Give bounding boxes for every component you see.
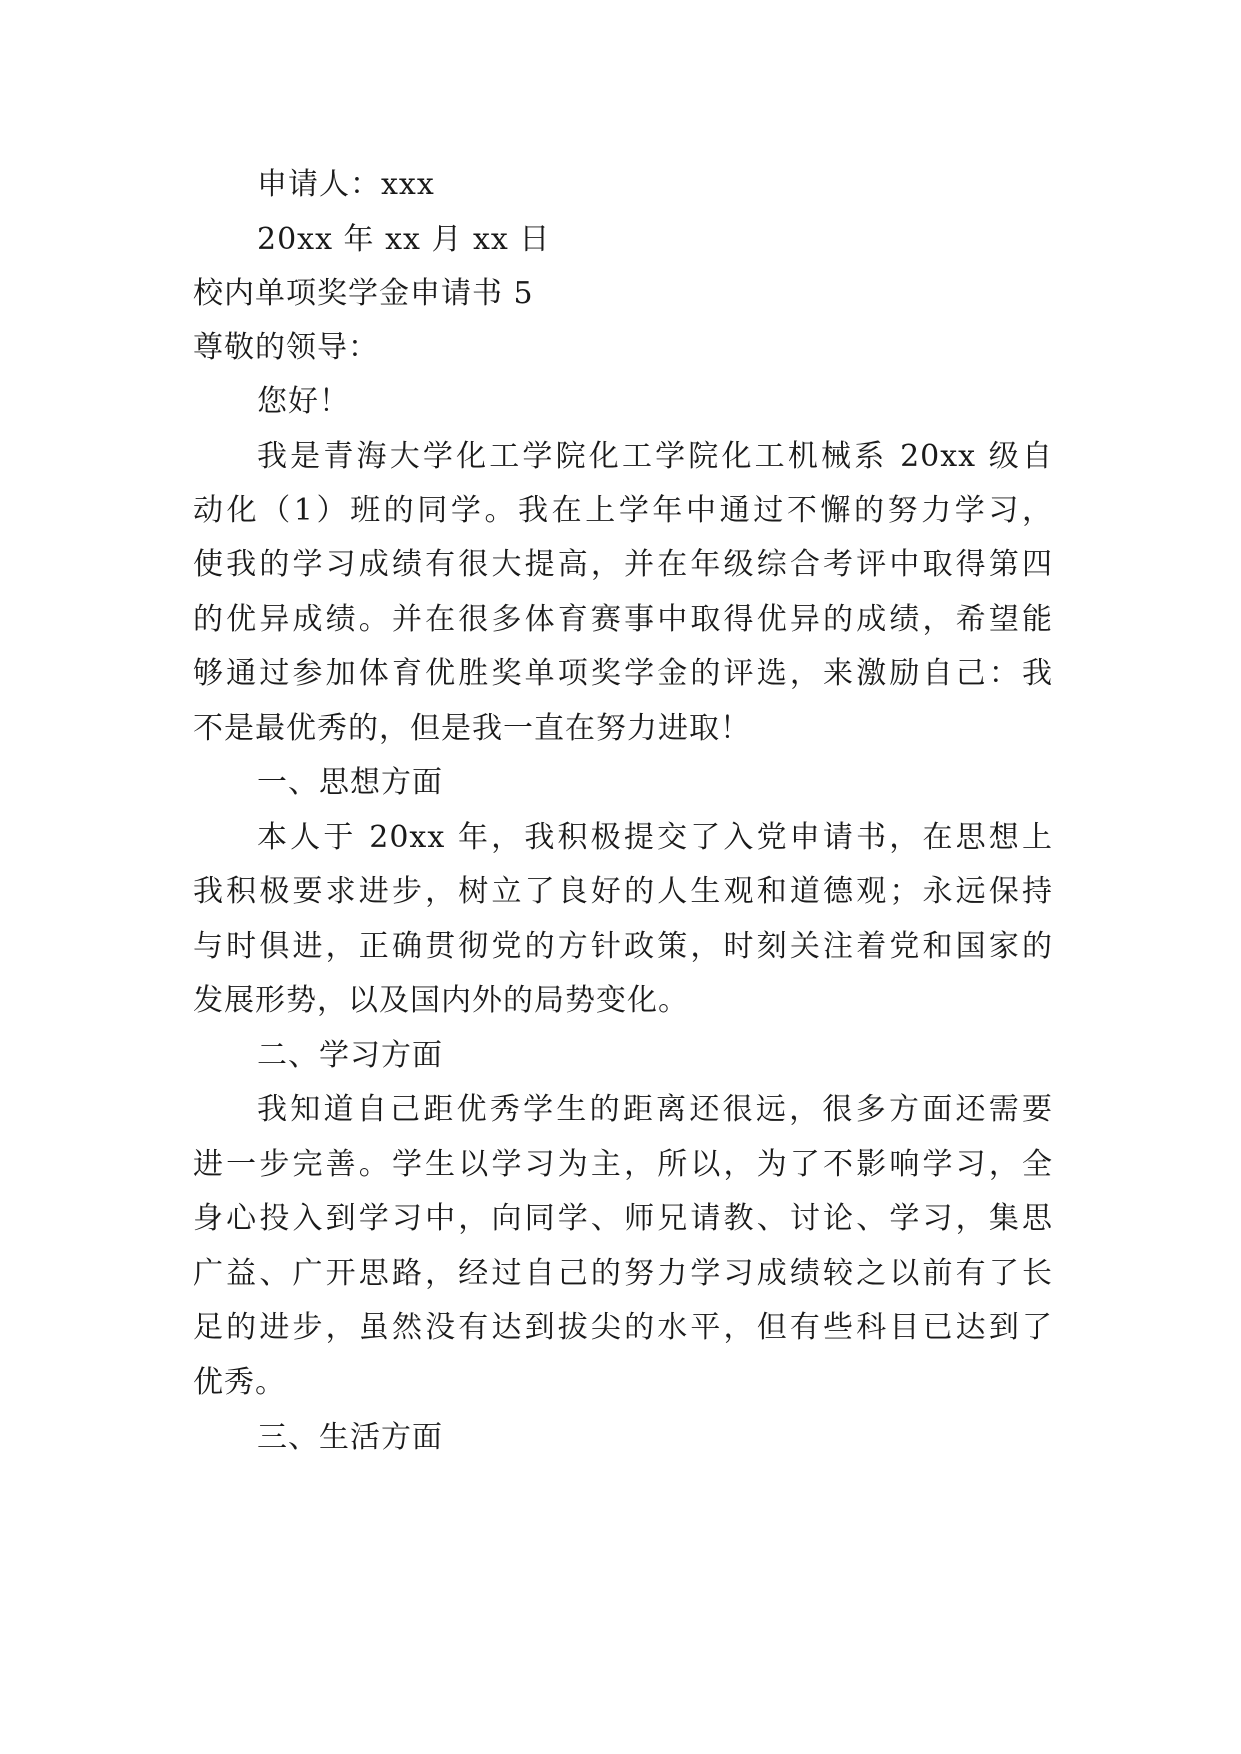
intro-line: 够通过参加体育优胜奖单项奖学金的评选，来激励自己：我: [193, 656, 1053, 691]
intro-line: 动化（1）班的同学。我在上学年中通过不懈的努力学习，: [193, 493, 1053, 528]
document-title: 校内单项奖学金申请书 5: [193, 276, 534, 311]
intro-line: 的优异成绩。并在很多体育赛事中取得优异的成绩，希望能: [193, 602, 1053, 637]
section-line: 身心投入到学习中，向同学、师兄请教、讨论、学习，集思: [193, 1201, 1053, 1236]
section-line: 进一步完善。学生以学习为主，所以，为了不影响学习，全: [193, 1147, 1053, 1182]
date-line: 20xx 年 xx 月 xx 日: [257, 222, 551, 257]
section-line: 我知道自己距优秀学生的距离还很远，很多方面还需要: [257, 1092, 1053, 1127]
section-heading-ideology: 一、思想方面: [257, 765, 443, 800]
intro-line: 使我的学习成绩有很大提高，并在年级综合考评中取得第四: [193, 547, 1053, 582]
applicant-line: 申请人：xxx: [257, 167, 435, 202]
section-line: 本人于 20xx 年，我积极提交了入党申请书，在思想上: [257, 820, 1053, 855]
salutation: 尊敬的领导：: [193, 330, 379, 365]
section-line: 发展形势，以及国内外的局势变化。: [193, 983, 689, 1018]
section-line: 足的进步，虽然没有达到拔尖的水平，但有些科目已达到了: [193, 1310, 1053, 1345]
section-line: 广益、广开思路，经过自己的努力学习成绩较之以前有了长: [193, 1256, 1053, 1291]
intro-line: 我是青海大学化工学院化工学院化工机械系 20xx 级自: [257, 439, 1053, 474]
section-line: 优秀。: [193, 1365, 286, 1400]
intro-line: 不是最优秀的，但是我一直在努力进取！: [193, 711, 751, 746]
section-heading-life: 三、生活方面: [257, 1420, 443, 1455]
section-heading-study: 二、学习方面: [257, 1038, 443, 1073]
section-line: 与时俱进，正确贯彻党的方针政策，时刻关注着党和国家的: [193, 929, 1053, 964]
greeting: 您好！: [257, 384, 350, 419]
section-line: 我积极要求进步，树立了良好的人生观和道德观；永远保持: [193, 874, 1053, 909]
